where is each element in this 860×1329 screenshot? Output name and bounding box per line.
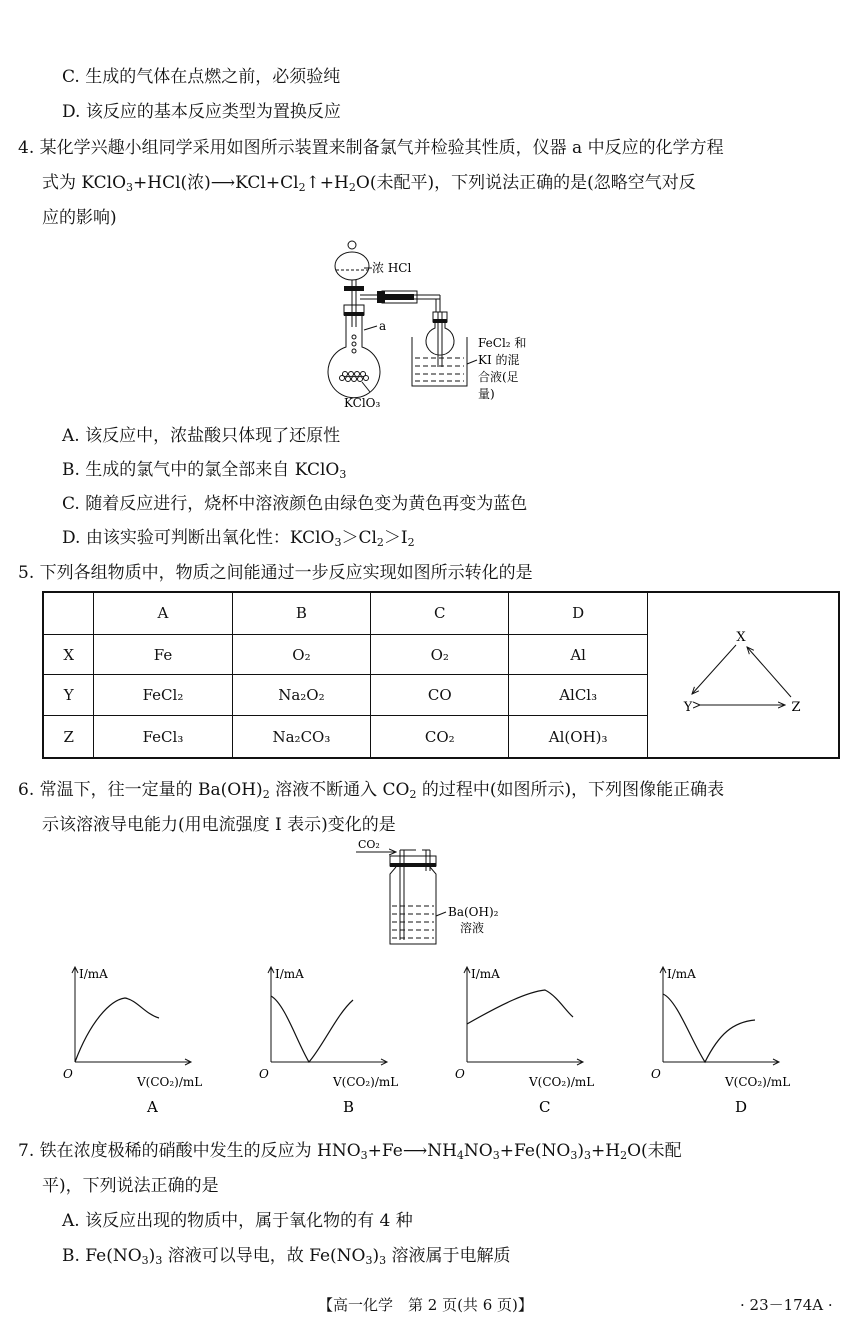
- q4-stem-line2: 式为 KClO$_3$+HCl(浓)$⟶KCl+Cl_2↑+H_2O$(未配平)，下列说法正确的是(忽略空气对反: [42, 173, 696, 194]
- graph-d: [651, 967, 790, 1116]
- q6-apparatus-figure: [350, 836, 520, 951]
- q6-stem-line2: 示该溶液导电能力(用电流强度 I 表示)变化的是: [42, 815, 396, 835]
- node-x: X: [736, 630, 746, 645]
- q4-stem-line1: 4. 某化学兴趣小组同学采用如图所示装置来制备氯气并检验其性质，仪器 a 中反应的化学方程: [18, 138, 724, 158]
- graph-c: [455, 967, 594, 1116]
- series-line: [271, 996, 353, 1062]
- q4-option-a: A. 该反应中，浓盐酸只体现了还原性: [62, 426, 341, 446]
- y-axis-label: I/mA: [667, 967, 696, 981]
- y-axis-label: I/mA: [275, 967, 304, 981]
- table-cell: B: [232, 592, 371, 634]
- table-cell: Al(OH)₃: [509, 716, 648, 758]
- origin-label: O: [651, 1067, 661, 1081]
- table-cell: Na₂O₂: [232, 675, 371, 716]
- table-row: [43, 592, 839, 634]
- table-cell: Y: [43, 675, 94, 716]
- label-mix-2: KI 的混: [478, 353, 520, 367]
- graph-b: [259, 967, 398, 1116]
- x-axis-label: V(CO₂)/mL: [725, 1075, 791, 1089]
- label-solution-1: Ba(OH)₂: [448, 905, 499, 919]
- table-cell: Fe: [94, 634, 232, 675]
- label-co2-in: CO₂: [358, 838, 380, 851]
- q5-diagram-cell: [648, 592, 840, 758]
- x-axis-label: V(CO₂)/mL: [333, 1075, 399, 1089]
- x-axis-label: V(CO₂)/mL: [529, 1075, 595, 1089]
- graph-a: [63, 967, 202, 1116]
- q7-stem-line1: 7. 铁在浓度极稀的硝酸中发生的反应为 $HNO_3+Fe⟶NH_4NO_3+Fe(NO_3)_3+H_2O$(未配: [18, 1141, 682, 1162]
- origin-label: O: [63, 1067, 73, 1081]
- table-cell: CO₂: [371, 716, 509, 758]
- graph-letter: A: [147, 1098, 158, 1116]
- page-footer: 【高一化学 第 2 页(共 6 页)】: [318, 1296, 533, 1314]
- q5-table: [42, 591, 840, 759]
- origin-label: O: [259, 1067, 269, 1081]
- label-mix-4: 量): [478, 387, 495, 401]
- table-cell: Al: [509, 634, 648, 675]
- q7-option-b: B. $Fe(NO_3)_3$ 溶液可以导电，故 $Fe(NO_3)_3$ 溶液属于电解质: [62, 1246, 511, 1267]
- q6-answer-graphs: [55, 962, 815, 1122]
- q3-option-d: D. 该反应的基本反应类型为置换反应: [62, 102, 341, 122]
- q6-stem-line1: 6. 常温下，往一定量的 $Ba(OH)_2$ 溶液不断通入 $CO_2$ 的过程中(如图所示)，下列图像能正确表: [18, 780, 725, 801]
- y-axis-label: I/mA: [471, 967, 500, 981]
- table-cell: Na₂CO₃: [232, 716, 371, 758]
- y-axis-label: I/mA: [79, 967, 108, 981]
- q4-apparatus-figure: [322, 232, 542, 412]
- table-cell: A: [94, 592, 232, 634]
- series-line: [75, 998, 159, 1062]
- q4-option-b: B. 生成的氯气中的氯全部来自 KClO$_3$: [62, 460, 347, 481]
- node-y: Y: [683, 700, 693, 715]
- table-cell: AlCl₃: [509, 675, 648, 716]
- table-cell: FeCl₃: [94, 716, 232, 758]
- node-z: Z: [791, 700, 801, 715]
- table-cell: O₂: [232, 634, 371, 675]
- q5-triangle-diagram: [648, 593, 838, 753]
- q7-stem-line2: 平)，下列说法正确的是: [42, 1176, 219, 1196]
- series-line: [467, 990, 573, 1024]
- table-cell: [43, 592, 94, 634]
- table-cell: X: [43, 634, 94, 675]
- table-cell: C: [371, 592, 509, 634]
- table-cell: Z: [43, 716, 94, 758]
- table-cell: O₂: [371, 634, 509, 675]
- graph-letter: D: [735, 1098, 748, 1116]
- origin-label: O: [455, 1067, 465, 1081]
- label-kclo3: KClO₃: [344, 396, 381, 410]
- label-mix-1: FeCl₂ 和: [478, 336, 527, 350]
- label-mix-3: 合液(足: [478, 370, 519, 384]
- q4-option-c: C. 随着反应进行，烧杯中溶液颜色由绿色变为黄色再变为蓝色: [62, 494, 528, 514]
- q3-option-c: C. 生成的气体在点燃之前，必须验纯: [62, 67, 341, 87]
- series-line: [663, 994, 755, 1062]
- label-conc-hcl: 浓 HCl: [372, 261, 412, 275]
- table-cell: D: [509, 592, 648, 634]
- graph-letter: C: [539, 1098, 551, 1116]
- q5-stem: 5. 下列各组物质中，物质之间能通过一步反应实现如图所示转化的是: [18, 563, 533, 583]
- q7-option-a: A. 该反应出现的物质中，属于氧化物的有 4 种: [62, 1211, 413, 1231]
- label-a: a: [379, 319, 387, 333]
- x-axis-label: V(CO₂)/mL: [137, 1075, 203, 1089]
- label-solution-2: 溶液: [460, 921, 485, 935]
- page-code: · 23－174A ·: [740, 1296, 833, 1314]
- q4-option-d: D. 由该实验可判断出氧化性：$KClO_3>Cl_2>I_2$: [62, 528, 415, 549]
- q4-stem-line3: 应的影响): [42, 208, 117, 228]
- graph-letter: B: [343, 1098, 355, 1116]
- table-cell: CO: [371, 675, 509, 716]
- table-cell: FeCl₂: [94, 675, 232, 716]
